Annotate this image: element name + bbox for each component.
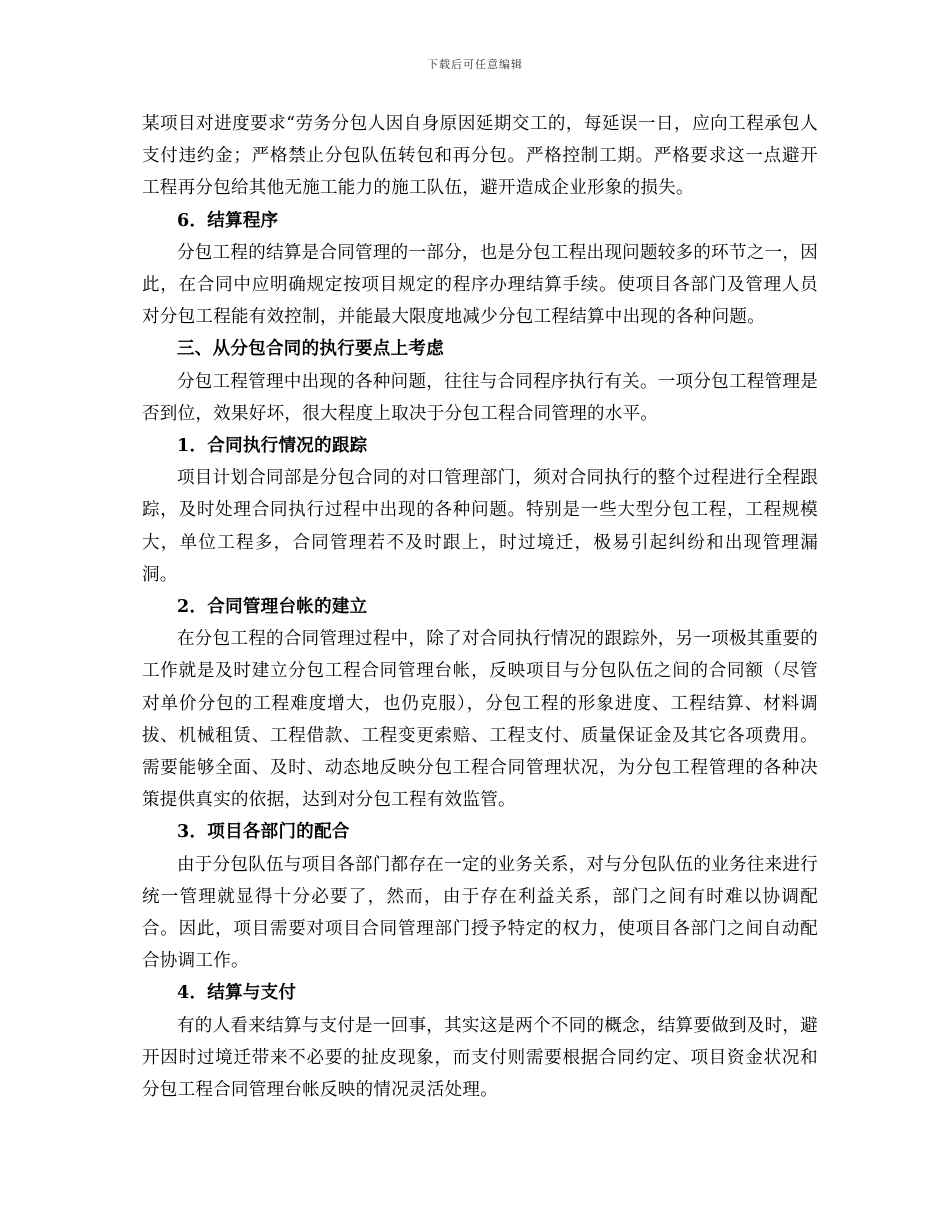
section-heading: 1．合同执行情况的跟踪: [177, 436, 368, 457]
header-note: 下载后可任意编辑: [427, 58, 523, 71]
paragraph: 某项目对进度要求“劳务分包人因自身原因延期交工的，每延误一日，应向工程承包人支付违约金；严格禁止分包队伍转包和再分包。严格控制工期。严格要求这一点避开工程再分包给其他无施工能力的施工队伍，避开造成企业形象的损失。: [142, 114, 818, 199]
section-heading: 6．结算程序: [177, 210, 279, 231]
paragraph: 在分包工程的合同管理过程中，除了对合同执行情况的跟踪外，另一项极其重要的工作就是及时建立分包工程合同管理台帐，反映项目与分包队伍之间的合同额（尽管对单价分包的工程难度增大，也仍克服），分包工程的形象进度、工程结算、材料调拔、机械租赁、工程借款、工程变更索赔、工程支付、质量保证金及其它各项费用。需要能够全面、及时、动态地反映分包工程合同管理状况，为分包工程管理的各种决策提供真实的依据，达到对分包工程有效监管。: [142, 629, 818, 811]
section-heading: 3．项目各部门的配合: [177, 822, 350, 843]
paragraph: 有的人看来结算与支付是一回事，其实这是两个不同的概念，结算要做到及时，避开因时过境迁带来不必要的扯皮现象，而支付则需要根据合同约定、项目资金状况和分包工程合同管理台帐反映的情况灵活处理。: [142, 1015, 818, 1101]
paragraph: 项目计划合同部是分包合同的对口管理部门，须对合同执行的整个过程进行全程跟踪，及时处理合同执行过程中出现的各种问题。特别是一些大型分包工程，工程规模大，单位工程多，合同管理若不及时跟上，时过境迁，极易引起纠纷和出现管理漏洞。: [142, 468, 818, 585]
section-heading: 4．结算与支付: [177, 983, 297, 1004]
section-heading: 三、从分包合同的执行要点上考虑: [177, 339, 444, 360]
paragraph: 由于分包队伍与项目各部门都存在一定的业务关系，对与分包队伍的业务往来进行统一管理就显得十分必要了，然而，由于存在利益关系，部门之间有时难以协调配合。因此，项目需要对项目合同管理部门授予特定的权力，使项目各部门之间自动配合协调工作。: [142, 854, 818, 972]
paragraph: 分包工程管理中出现的各种问题，往往与合同程序执行有关。一项分包工程管理是否到位，效果好坏，很大程度上取决于分包工程合同管理的水平。: [142, 371, 818, 424]
document-body: [142, 108, 818, 1106]
section-heading: 2．合同管理台帐的建立: [177, 597, 368, 618]
paragraph: 分包工程的结算是合同管理的一部分，也是分包工程出现问题较多的环节之一，因此，在合同中应明确规定按项目规定的程序办理结算手续。使项目各部门及管理人员对分包工程能有效控制，并能最大限度地减少分包工程结算中出现的各种问题。: [142, 242, 818, 328]
